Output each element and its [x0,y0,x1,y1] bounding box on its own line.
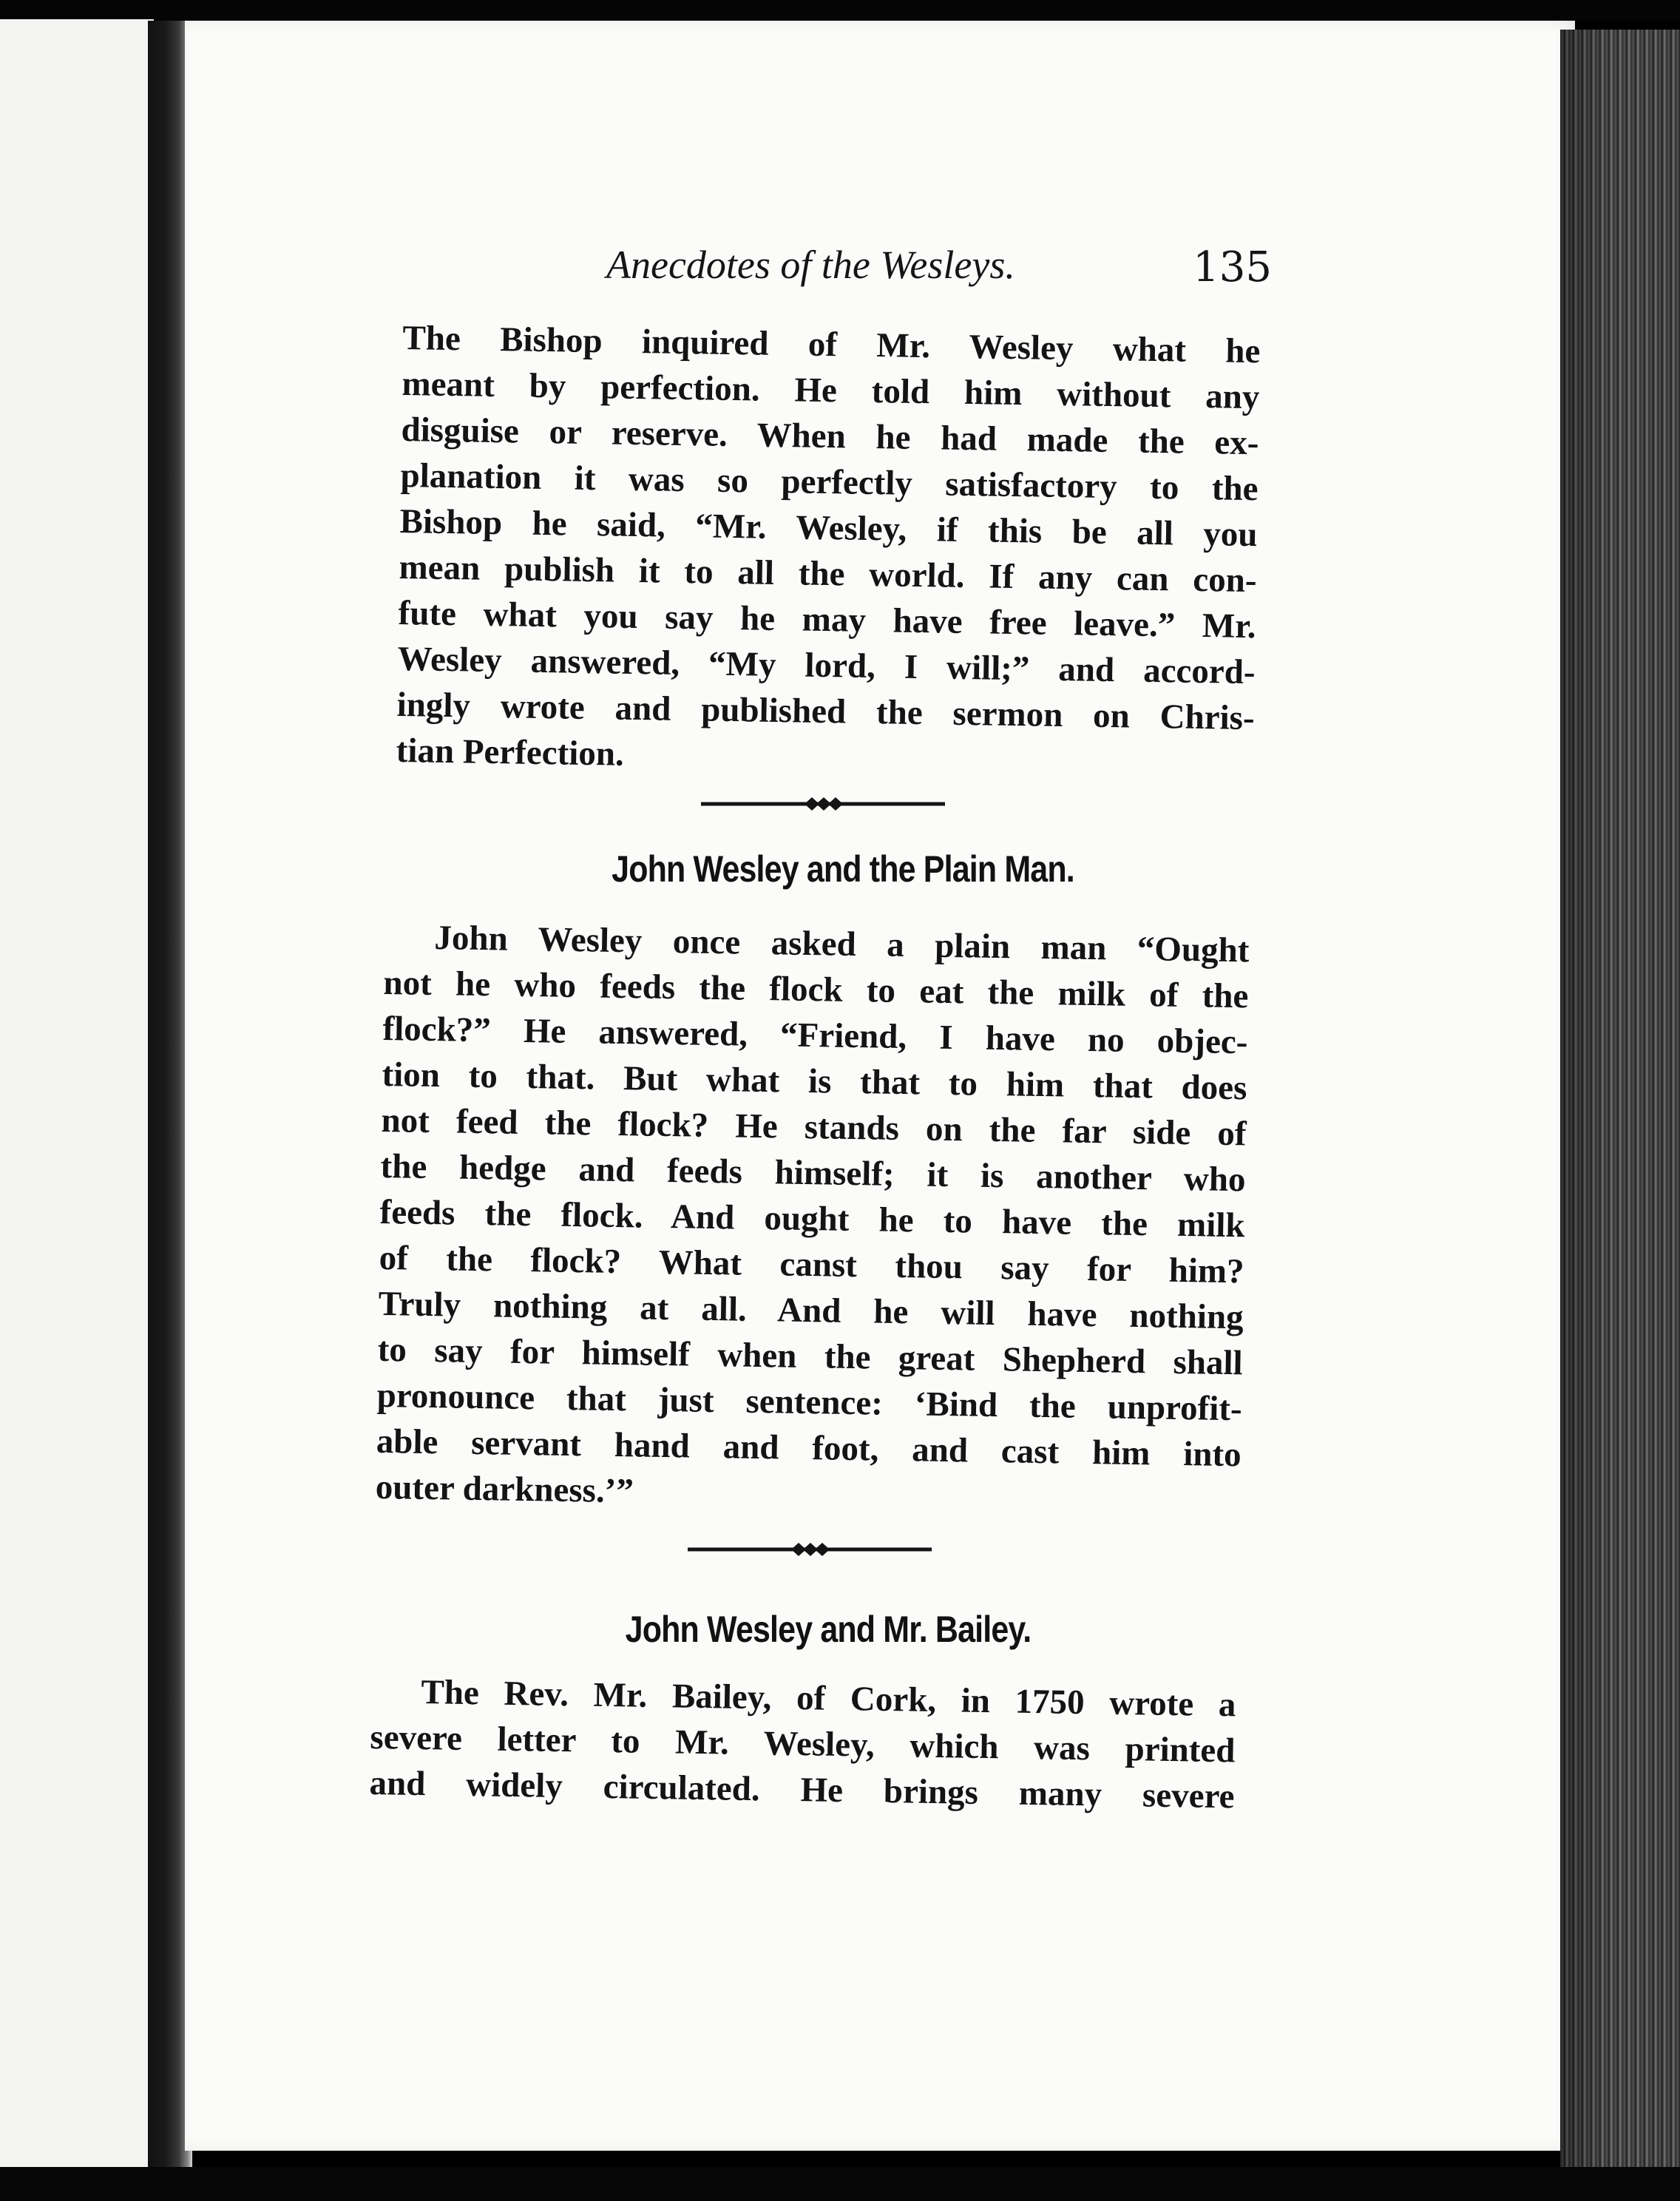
text-line: severe letter to Mr. Wesley, which was printed [370,1717,1236,1771]
scan-top-border [0,0,1680,21]
text-line: Bishop he said, “Mr. Wesley, if this be all you [399,501,1258,555]
section-heading: John Wesley and the Plain Man. [612,848,1074,890]
running-head: Anecdotes of the Wesleys. [606,243,1015,287]
paragraph-plain-man [375,914,1250,1524]
text-line: able servant hand and foot, and cast him into [376,1421,1242,1475]
text-line: and widely circulated. He brings many severe [369,1763,1235,1816]
text-line: Wesley answered, “My lord, I will;” and accord- [397,639,1256,692]
section-divider-ornament [701,793,945,815]
text-line: mean publish it to all the world. If any can con- [399,547,1257,601]
text-line: The Bishop inquired of Mr. Wesley what he [402,318,1261,371]
facing-page-margin [0,19,154,2179]
text-line: not he who feeds the flock to eat the milk of the [383,963,1249,1016]
paragraph-mr-bailey [369,1668,1236,1819]
text-line: tian Perfection. [396,731,625,774]
text-line: feeds the flock. And ought he to have the milk [379,1192,1245,1245]
text-line: the hedge and feeds himself; it is another who [380,1146,1246,1200]
text-line: pronounce that just sentence: ‘Bind the unprofit- [376,1376,1243,1429]
text-line: outer darkness.’” [375,1467,634,1511]
text-line: disguise or reserve. When he had made the ex- [401,410,1259,463]
text-line: to say for himself when the great Shepherd shall [377,1330,1244,1383]
section-heading: John Wesley and Mr. Bailey. [625,1609,1032,1650]
text-line: The Rev. Mr. Bailey, of Cork, in 1750 wrote a [421,1673,1236,1725]
text-line: Truly nothing at all. And he will have nothing [378,1284,1244,1337]
page-edge-shadow [1560,30,1605,2174]
text-line: not feed the flock? He stands on the far side of [381,1100,1247,1154]
text-line: tion to that. But what is that to him that does [382,1055,1247,1108]
text-line: ingly wrote and published the sermon on Chris- [396,685,1255,738]
text-line: flock?” He answered, “Friend, I have no objec- [382,1009,1248,1062]
text-line: of the flock? What canst thou say for him? [379,1238,1244,1291]
text-line: John Wesley once asked a plain man “Ought [434,919,1250,970]
page-number: 135 [1193,243,1272,291]
text-line: meant by perfection. He told him without any [402,364,1260,417]
scan-bottom-border [0,2167,1680,2201]
text-line: planation it was so perfectly satisfactory to the [400,456,1259,509]
section-divider-ornament [688,1538,932,1561]
text-line: fute what you say he may have free leave.” Mr. [398,593,1256,646]
paragraph-bishop-perfection [396,315,1261,787]
